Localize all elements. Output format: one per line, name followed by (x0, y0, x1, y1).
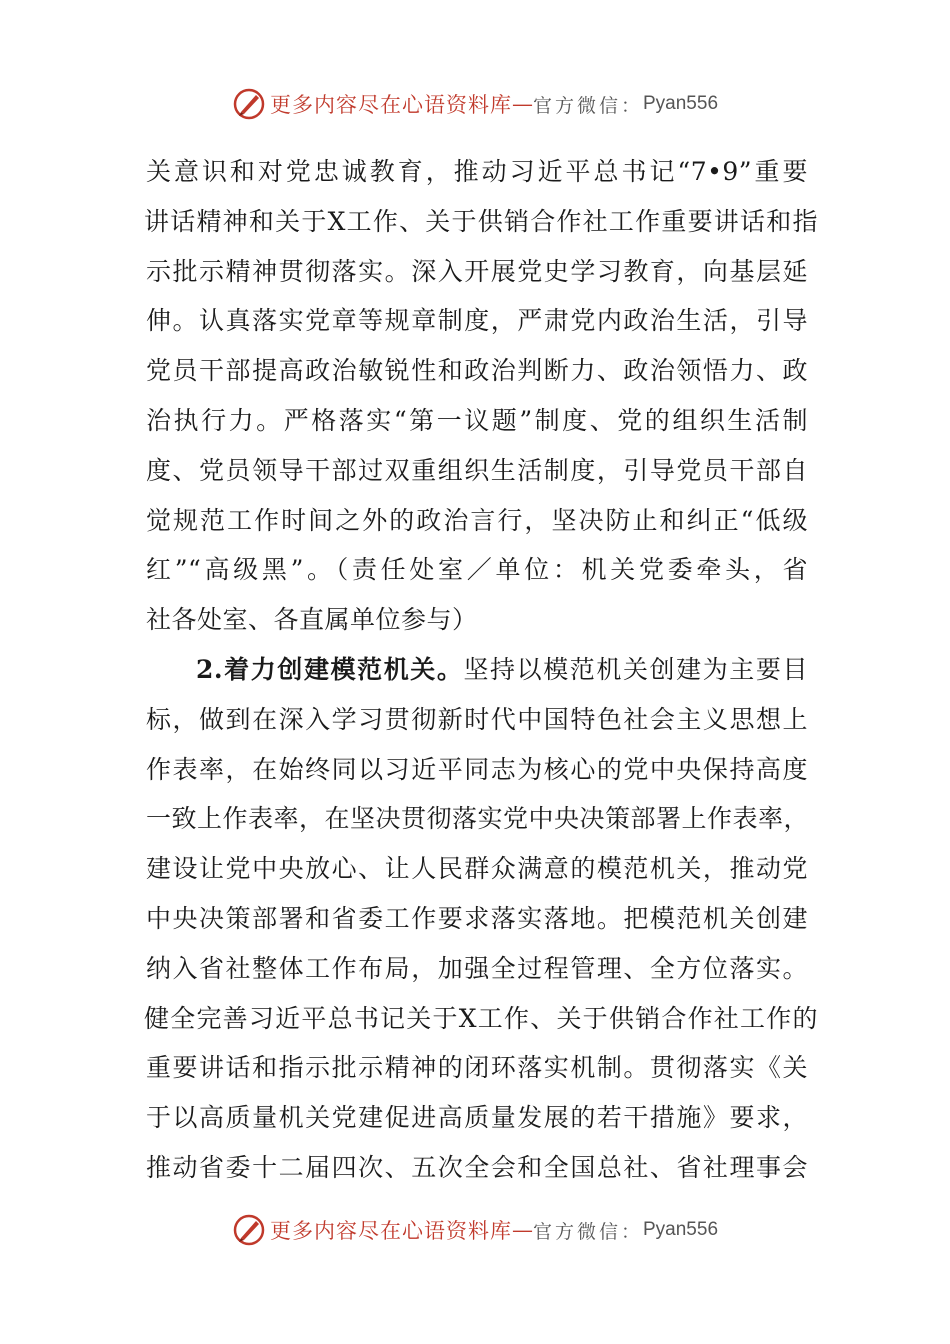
paragraph-1 (144, 147, 818, 645)
banner-main-text: 更多内容尽在心语资料库 (269, 1219, 512, 1243)
text-line: 中央决策部署和省委工作要求落实落地。把模范机关创建 (146, 903, 808, 933)
section-heading: 2.着力创建模范机关。 (196, 654, 464, 684)
text-line: 社各处室、各直属单位参与） (146, 605, 478, 635)
text-line: 纳入省社整体工作布局，加强全过程管理、全方位落实。 (146, 953, 808, 983)
banner-wechat-label: 官方微信： (532, 1220, 643, 1243)
text-line: 作表率，在始终同以习近平同志为核心的党中央保持高度 (146, 754, 808, 784)
document-body (144, 147, 818, 1193)
text-line: 关意识和对党忠诚教育，推动习近平总书记“7•9”重要 (146, 157, 808, 186)
text-line: 建设让党中央放心、让人民群众满意的模范机关，推动党 (146, 854, 808, 884)
paragraph-2 (144, 645, 818, 1193)
text-line: 健全完善习近平总书记关于X工作、关于供销合作社工作的 (144, 1003, 818, 1033)
banner-wechat-id: Pyan556 (643, 1219, 719, 1240)
banner-dash: — (511, 1218, 533, 1242)
banner-wechat-label: 官方微信： (532, 94, 643, 117)
text-line: 红”“高级黑”。（责任处室／单位：机关党委牵头，省 (146, 555, 808, 585)
text-line: 伸。认真落实党章等规章制度，严肃党内政治生活，引导 (146, 306, 808, 336)
pen-logo-icon (232, 87, 266, 121)
text-line: 觉规范工作时间之外的政治言行，坚决防止和纠正“低级 (146, 505, 808, 535)
text-line: 讲话精神和关于X工作、关于供销合作社工作重要讲话和指 (144, 206, 818, 236)
heading-line-rest: 坚持以模范机关创建为主要目 (463, 654, 808, 684)
pen-logo-icon (232, 1213, 266, 1247)
header-watermark-banner (0, 84, 950, 124)
text-line: 治执行力。严格落实“第一议题”制度、党的组织生活制 (146, 405, 808, 435)
text-line: 示批示精神贯彻落实。深入开展党史学习教育，向基层延 (146, 256, 808, 286)
text-line: 度、党员领导干部过双重组织生活制度，引导党员干部自 (146, 455, 808, 485)
text-line: 一致上作表率，在坚决贯彻落实党中央决策部署上作表率， (146, 804, 810, 834)
text-line: 推动省委十二届四次、五次全会和全国总社、省社理事会 (146, 1152, 808, 1182)
banner-dash: — (511, 92, 533, 116)
footer-watermark-banner (0, 1210, 950, 1250)
text-line: 标，做到在深入学习贯彻新时代中国特色社会主义思想上 (146, 704, 808, 734)
text-line: 于以高质量机关党建促进高质量发展的若干措施》要求， (146, 1103, 808, 1133)
text-line: 重要讲话和指示批示精神的闭环落实机制。贯彻落实《关 (146, 1053, 808, 1083)
banner-wechat-id: Pyan556 (643, 93, 719, 114)
text-line: 党员干部提高政治敏锐性和政治判断力、政治领悟力、政 (146, 356, 808, 386)
text-line (146, 645, 808, 695)
banner-main-text: 更多内容尽在心语资料库 (269, 93, 512, 117)
